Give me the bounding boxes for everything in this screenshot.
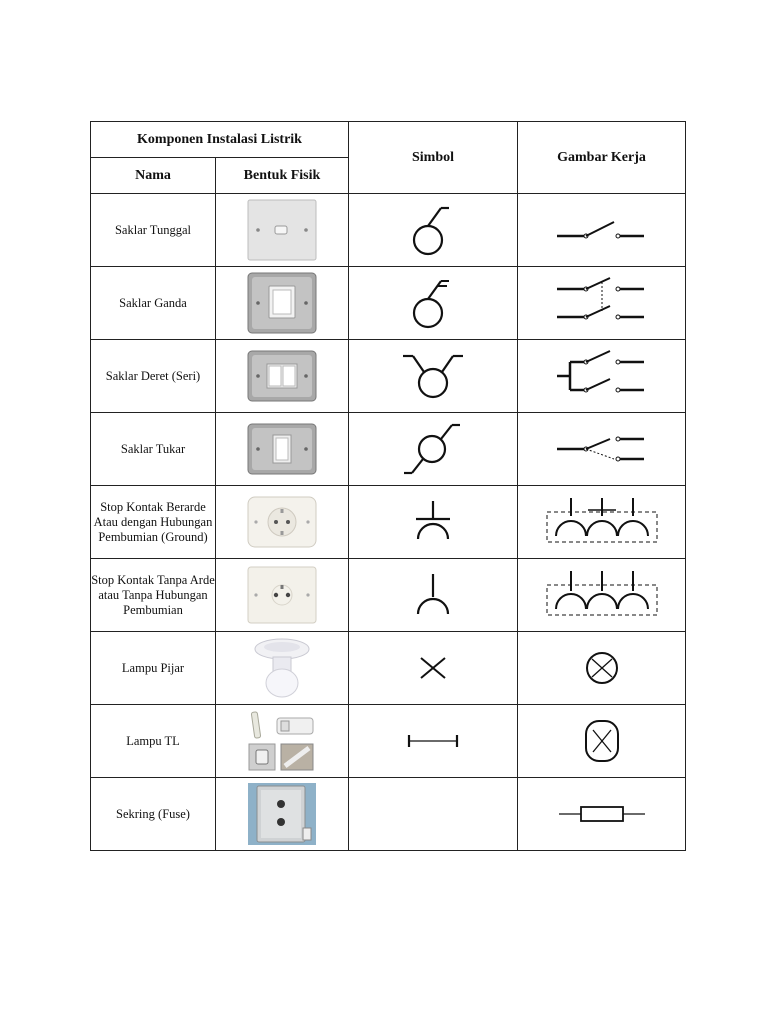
incandescent-lamp-wiring bbox=[580, 651, 624, 685]
symbol-cell bbox=[349, 559, 518, 632]
fluorescent-lamp-photo bbox=[247, 710, 317, 772]
table-row bbox=[91, 413, 686, 486]
row-name: Stop Kontak Tanpa Arde atau Tanpa Hubungan Pembumian bbox=[91, 559, 216, 632]
symbol-cell bbox=[349, 705, 518, 778]
symbol-cell bbox=[349, 632, 518, 705]
row-name: Saklar Tunggal bbox=[91, 194, 216, 267]
symbol-cell bbox=[349, 486, 518, 559]
series-switch-wiring bbox=[552, 348, 652, 404]
symbol-cell bbox=[349, 194, 518, 267]
row-name: Stop Kontak Berarde Atau dengan Hubungan Pembumian (Ground) bbox=[91, 486, 216, 559]
wiring-cell bbox=[518, 559, 686, 632]
wiring-cell bbox=[518, 194, 686, 267]
series-switch-symbol bbox=[398, 351, 468, 401]
table-row bbox=[91, 486, 686, 559]
row-name: Saklar Tukar bbox=[91, 413, 216, 486]
incandescent-lamp-symbol bbox=[413, 653, 453, 683]
table-row bbox=[91, 559, 686, 632]
grounded-socket-wiring bbox=[544, 496, 660, 548]
ungrounded-socket-symbol bbox=[408, 570, 458, 620]
photo-cell bbox=[216, 194, 349, 267]
photo-cell bbox=[216, 559, 349, 632]
ungrounded-socket-wiring bbox=[544, 569, 660, 621]
wiring-cell bbox=[518, 705, 686, 778]
wiring-cell bbox=[518, 413, 686, 486]
row-name: Lampu TL bbox=[91, 705, 216, 778]
wiring-cell bbox=[518, 632, 686, 705]
changeover-switch-photo bbox=[247, 423, 317, 475]
table-row bbox=[91, 705, 686, 778]
header-nama: Nama bbox=[91, 158, 216, 194]
symbol-cell bbox=[349, 778, 518, 851]
double-switch-symbol bbox=[403, 273, 463, 333]
double-switch-photo bbox=[247, 272, 317, 334]
wiring-cell bbox=[518, 267, 686, 340]
table-row bbox=[91, 267, 686, 340]
wiring-cell bbox=[518, 778, 686, 851]
single-switch-wiring bbox=[552, 210, 652, 250]
photo-cell bbox=[216, 267, 349, 340]
table-row bbox=[91, 632, 686, 705]
symbol-cell bbox=[349, 413, 518, 486]
photo-cell bbox=[216, 486, 349, 559]
table-title: Komponen Instalasi Listrik bbox=[91, 122, 349, 158]
row-name: Saklar Deret (Seri) bbox=[91, 340, 216, 413]
single-switch-symbol bbox=[403, 200, 463, 260]
symbol-cell bbox=[349, 267, 518, 340]
single-switch-photo bbox=[247, 199, 317, 261]
header-simbol: Simbol bbox=[349, 122, 518, 194]
table-row bbox=[91, 194, 686, 267]
photo-cell bbox=[216, 340, 349, 413]
header-bentuk-fisik: Bentuk Fisik bbox=[216, 158, 349, 194]
header-gambar-kerja: Gambar Kerja bbox=[518, 122, 686, 194]
table-row bbox=[91, 340, 686, 413]
symbol-cell bbox=[349, 340, 518, 413]
photo-cell bbox=[216, 778, 349, 851]
photo-cell bbox=[216, 632, 349, 705]
series-switch-photo bbox=[247, 350, 317, 402]
components-table bbox=[90, 121, 686, 851]
changeover-switch-wiring bbox=[552, 427, 652, 471]
wiring-cell bbox=[518, 340, 686, 413]
grounded-socket-symbol bbox=[408, 497, 458, 547]
double-switch-wiring bbox=[552, 275, 652, 331]
row-name: Sekring (Fuse) bbox=[91, 778, 216, 851]
row-name: Saklar Ganda bbox=[91, 267, 216, 340]
fuse-box-photo bbox=[247, 782, 317, 846]
fuse-wiring bbox=[557, 804, 647, 824]
grounded-socket-photo bbox=[247, 496, 317, 548]
changeover-switch-symbol bbox=[398, 419, 468, 479]
wiring-cell bbox=[518, 486, 686, 559]
row-name: Lampu Pijar bbox=[91, 632, 216, 705]
fluorescent-lamp-symbol bbox=[403, 731, 463, 751]
photo-cell bbox=[216, 413, 349, 486]
incandescent-lamp-photo bbox=[247, 637, 317, 699]
fluorescent-lamp-wiring bbox=[582, 718, 622, 764]
table-row bbox=[91, 778, 686, 851]
ungrounded-socket-photo bbox=[247, 566, 317, 624]
photo-cell bbox=[216, 705, 349, 778]
